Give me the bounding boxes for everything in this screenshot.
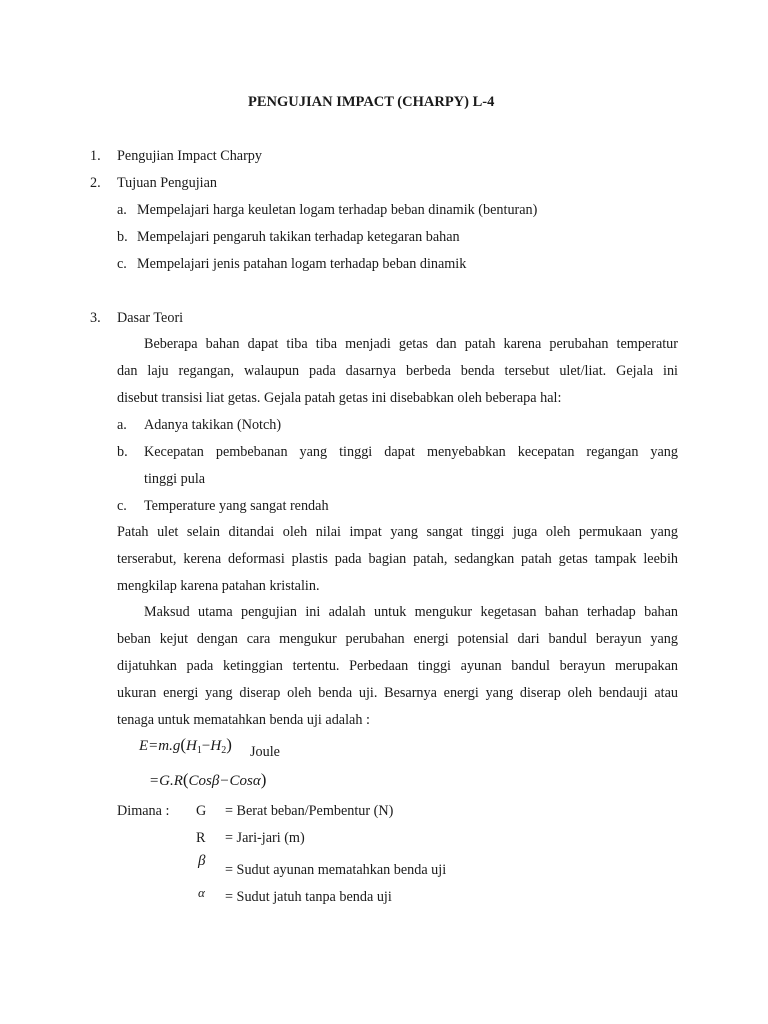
def-beta-symbol: β xyxy=(198,853,206,869)
cause-c-letter: c. xyxy=(117,498,127,514)
item-3-text: Dasar Teori xyxy=(117,310,184,326)
energy-formula-2-inner: Cosβ−Cosα xyxy=(188,773,261,789)
def-alpha-desc: = Sudut jatuh tanpa benda uji xyxy=(225,889,392,905)
def-g-symbol: G xyxy=(196,803,207,819)
energy-formula-h1: H xyxy=(186,738,197,754)
objective-c-letter: c. xyxy=(117,256,127,272)
objective-b-letter: b. xyxy=(117,229,128,245)
objective-a-text: Mempelajari harga keuletan logam terhadap beban dinamik (benturan) xyxy=(137,202,538,218)
para2-line-2: terserabut, kerena deformasi plastis pada bagian patah, sedangkan patah getas tampak leebih xyxy=(117,551,678,567)
where-label: Dimana : xyxy=(117,803,170,819)
para3-line-4: ukuran energi yang diserap oleh benda uji. Besarnya energi yang diserap oleh bendauji atau xyxy=(117,685,678,701)
objective-c-text: Mempelajari jenis patahan logam terhadap beban dinamik xyxy=(137,256,467,272)
para2-line-1: Patah ulet selain ditandai oleh nilai impat yang sangat tinggi juga oleh permukaan yang xyxy=(117,524,678,540)
cause-a-letter: a. xyxy=(117,417,127,433)
def-g-desc: = Berat beban/Pembentur (N) xyxy=(225,803,394,819)
cause-c-text: Temperature yang sangat rendah xyxy=(144,498,329,514)
para3-line-1: Maksud utama pengujian ini adalah untuk mengukur kegetasan bahan terhadap bahan xyxy=(144,604,678,620)
energy-formula: $E=m.g(H_1-H_2)$ xyxy=(139,735,232,756)
cause-b-letter: b. xyxy=(117,444,128,460)
para3-line-5: tenaga untuk mematahkan benda uji adalah : xyxy=(117,712,370,728)
energy-unit: Joule xyxy=(250,744,280,760)
para3-line-2: beban kejut dengan cara mengukur perubahan energi potensial dari bandul berayun yang xyxy=(117,631,678,647)
cause-a-text: Adanya takikan (Notch) xyxy=(144,417,282,433)
def-alpha-symbol: α xyxy=(198,885,205,900)
page-title: PENGUJIAN IMPACT (CHARPY) L-4 xyxy=(248,94,495,110)
cause-b-text-line-1: Kecepatan pembebanan yang tinggi dapat menyebabkan kecepatan regangan yang xyxy=(144,444,678,460)
para1-line-3: disebut transisi liat getas. Gejala patah getas ini disebabkan oleh beberapa hal: xyxy=(117,390,562,406)
energy-formula-2: =G.R(Cosβ−Cosα) xyxy=(149,770,267,789)
item-1-text: Pengujian Impact Charpy xyxy=(117,148,262,164)
energy-formula-lhs: E=m.g xyxy=(139,738,181,754)
energy-formula-h1-subscript: 1 xyxy=(196,745,202,756)
cause-b-text-line-2: tinggi pula xyxy=(144,471,206,487)
def-r-symbol: R xyxy=(196,830,206,846)
energy-formula-h2: H xyxy=(210,738,222,754)
objective-b-text: Mempelajari pengaruh takikan terhadap ketegaran bahan xyxy=(137,229,460,245)
para1-line-1: Beberapa bahan dapat tiba tiba menjadi getas dan patah karena perubahan temperatur xyxy=(144,336,678,352)
para2-line-3: mengkilap karena patahan kristalin. xyxy=(117,578,320,594)
def-beta-desc: = Sudut ayunan mematahkan benda uji xyxy=(225,862,447,878)
item-3-number: 3. xyxy=(90,310,101,326)
item-2-number: 2. xyxy=(90,175,101,191)
def-r-desc: = Jari-jari (m) xyxy=(225,830,305,846)
energy-formula-minus: − xyxy=(201,738,211,754)
energy-formula-h2-subscript: 2 xyxy=(221,745,227,756)
energy-formula-2-lhs: =G.R xyxy=(149,773,183,789)
para3-line-3: dijatuhkan pada ketinggian tertentu. Perbedaan tinggi ayunan bandul berayun merupakan xyxy=(117,658,678,674)
objective-a-letter: a. xyxy=(117,202,127,218)
item-2-text: Tujuan Pengujian xyxy=(117,175,217,191)
para1-line-2: dan laju regangan, walaupun pada dasarnya berbeda benda tersebut ulet/liat. Gejala ini xyxy=(117,363,678,379)
item-1-number: 1. xyxy=(90,148,101,164)
